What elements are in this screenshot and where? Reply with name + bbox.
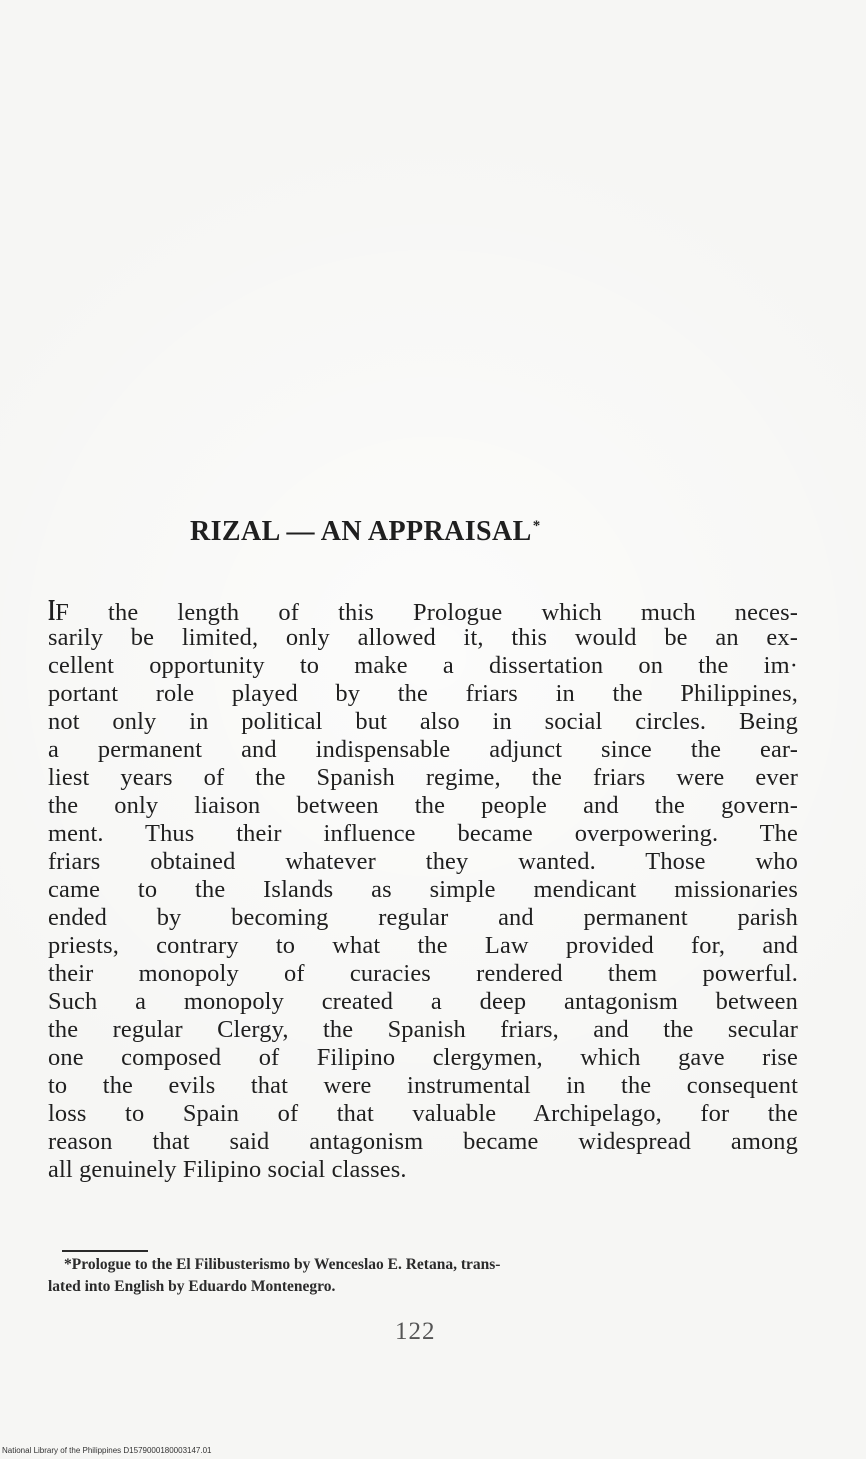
library-stamp: National Library of the Philippines D1579000180003147.01 bbox=[2, 1446, 212, 1455]
paragraph-line: one composed of Filipino clergymen, which gave rise bbox=[48, 1044, 798, 1071]
paragraph-line: ended by becoming regular and permanent parish bbox=[48, 904, 798, 931]
paragraph-line: portant role played by the friars in the Philippines, bbox=[48, 680, 798, 707]
paragraph-line: a permanent and indispensable adjunct since the ear- bbox=[48, 736, 798, 763]
paragraph-line: came to the Islands as simple mendicant missionaries bbox=[48, 876, 798, 903]
paragraph-line: their monopoly of curacies rendered them powerful. bbox=[48, 960, 798, 987]
paragraph-line: cellent opportunity to make a dissertation on the im· bbox=[48, 652, 798, 679]
paragraph-line: priests, contrary to what the Law provided for, and bbox=[48, 932, 798, 959]
paragraph-line: reason that said antagonism became widespread among bbox=[48, 1128, 798, 1155]
paragraph-line bbox=[48, 592, 798, 627]
footnote-line: lated into English by Eduardo Montenegro. bbox=[48, 1278, 336, 1295]
footnote-line: *Prologue to the El Filibusterismo by Wenceslao E. Retana, trans- bbox=[64, 1256, 501, 1273]
paragraph-line: to the evils that were instrumental in the consequent bbox=[48, 1072, 798, 1099]
paragraph-line: ment. Thus their influence became overpowering. The bbox=[48, 820, 798, 847]
paragraph-line: liest years of the Spanish regime, the friars were ever bbox=[48, 764, 798, 791]
paragraph-line: loss to Spain of that valuable Archipelago, for the bbox=[48, 1100, 798, 1127]
paragraph-line: not only in political but also in social circles. Being bbox=[48, 708, 798, 735]
paragraph-line: all genuinely Filipino social classes. bbox=[48, 1156, 407, 1183]
paragraph-line: the regular Clergy, the Spanish friars, and the secular bbox=[48, 1016, 798, 1043]
body-text bbox=[48, 592, 798, 1184]
chapter-title bbox=[190, 516, 630, 548]
drop-cap: I bbox=[48, 592, 56, 627]
paragraph-line: sarily be limited, only allowed it, this would be an ex- bbox=[48, 624, 798, 651]
paragraph-line: the only liaison between the people and the govern- bbox=[48, 792, 798, 819]
paragraph-line: Such a monopoly created a deep antagonism between bbox=[48, 988, 798, 1015]
footnote-divider bbox=[62, 1250, 148, 1252]
page-number: 122 bbox=[395, 1318, 436, 1345]
footnote bbox=[48, 1254, 798, 1298]
paragraph-line: friars obtained whatever they wanted. Those who bbox=[48, 848, 798, 875]
line-text: F the length of this Prologue which much neces- bbox=[55, 599, 798, 626]
footnote-marker: * bbox=[532, 517, 541, 534]
chapter-title-text: RIZAL — AN APPRAISAL bbox=[190, 516, 532, 547]
